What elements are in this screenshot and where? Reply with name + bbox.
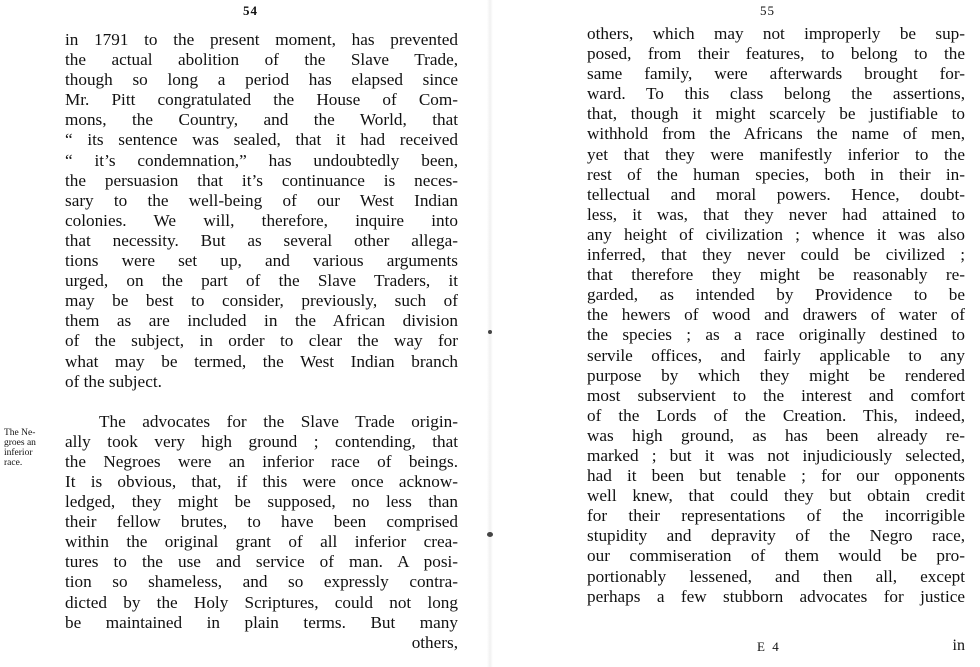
text-line: others, which may not improperly be sup- bbox=[587, 24, 965, 43]
text-line: for their representations of the incorrigible bbox=[587, 506, 965, 526]
text-line: withhold from the Africans the name of men, bbox=[587, 124, 965, 144]
text-line: stupidity and depravity of the Negro race, bbox=[587, 526, 965, 546]
text-line: be maintained in plain terms. But many bbox=[65, 612, 458, 632]
text-line: the persuasion that it’s continuance is neces- bbox=[65, 170, 458, 190]
marginal-note-line: inferior bbox=[4, 448, 33, 458]
text-line: The advocates for the Slave Trade origin- bbox=[99, 411, 458, 431]
text-line: the hewers of wood and drawers of water of bbox=[587, 305, 965, 325]
marginal-note-line: groes an bbox=[4, 438, 36, 448]
text-line: tures to the use and service of man. A posi- bbox=[65, 552, 458, 572]
text-line: less, it was, that they never had attained to bbox=[587, 204, 965, 224]
text-line: tion so shameless, and so expressly contra- bbox=[65, 572, 458, 592]
text-line: them as are included in the African division bbox=[65, 311, 458, 331]
text-line: dicted by the Holy Scriptures, could not long bbox=[65, 592, 458, 612]
text-line: that necessity. But as several other allega- bbox=[65, 230, 458, 250]
text-line: ally took very high ground ; contending, that bbox=[65, 431, 458, 451]
text-line: posed, from their features, to belong to the bbox=[587, 44, 965, 64]
text-line: any height of civilization ; whence it was also bbox=[587, 224, 965, 244]
marginal-note-line: The Ne- bbox=[4, 428, 36, 438]
text-line: portionably lessened, and then all, except bbox=[587, 566, 965, 586]
text-line: same family, were afterwards brought for- bbox=[587, 64, 965, 84]
text-line: most subservient to the interest and comfort bbox=[587, 385, 965, 405]
page-number: 54 bbox=[243, 3, 258, 18]
text-line: had it been but tenable ; for our opponents bbox=[587, 466, 965, 486]
right-page-text bbox=[587, 24, 965, 607]
text-line: “ it’s condemnation,” has undoubtedly been, bbox=[65, 150, 458, 170]
text-line: of the subject, in order to clear the way for bbox=[65, 331, 458, 351]
text-line: rest of the human species, both in their in- bbox=[587, 164, 965, 184]
catchword: others, bbox=[411, 632, 458, 652]
page-number: 55 bbox=[760, 3, 775, 18]
text-line: yet that they were manifestly inferior to the bbox=[587, 144, 965, 164]
text-line: ledged, they might be supposed, no less than bbox=[65, 492, 458, 512]
text-line: in 1791 to the present moment, has prevented bbox=[65, 30, 458, 49]
text-line: mons, the Country, and the World, that bbox=[65, 110, 458, 130]
text-line: the Negroes were an inferior race of beings. bbox=[65, 451, 458, 471]
text-line: that therefore they might be reasonably re- bbox=[587, 265, 965, 285]
text-line: the species ; as a race originally destined to bbox=[587, 325, 965, 345]
text-line: tellectual and moral powers. Hence, doubt- bbox=[587, 184, 965, 204]
text-line: “ its sentence was sealed, that it had received bbox=[65, 130, 458, 150]
text-line: our commiseration of them would be pro- bbox=[587, 546, 965, 566]
text-line: colonies. We will, therefore, inquire into bbox=[65, 210, 458, 230]
text-line: what may be termed, the West Indian branch bbox=[65, 351, 458, 371]
text-line: the actual abolition of the Slave Trade, bbox=[65, 50, 458, 70]
text-line: tions were set up, and various arguments bbox=[65, 251, 458, 271]
text-line: inferred, that they never could be civilized ; bbox=[587, 245, 965, 265]
marginal-note-line: race. bbox=[4, 458, 23, 468]
text-line: urged, on the part of the Slave Traders, it bbox=[65, 271, 458, 291]
paragraph-gap bbox=[65, 392, 458, 412]
text-line: of the subject. bbox=[65, 371, 162, 391]
text-line: that, though it might scarcely be justifiable to bbox=[587, 104, 965, 124]
catchword: in bbox=[952, 637, 965, 654]
text-line: was high ground, as has been already re- bbox=[587, 425, 965, 445]
right-page bbox=[490, 0, 980, 667]
text-line: Mr. Pitt congratulated the House of Com- bbox=[65, 90, 458, 110]
text-line: purpose by which they might be rendered bbox=[587, 365, 965, 385]
text-line: ward. To this class belong the assertions, bbox=[587, 84, 965, 104]
text-line: their fellow brutes, to have been comprised bbox=[65, 512, 458, 532]
text-line: sary to the well-being of our West Indian bbox=[65, 190, 458, 210]
text-line: marked ; but it was not injudiciously selected, bbox=[587, 445, 965, 465]
text-line: may be best to consider, previously, such of bbox=[65, 291, 458, 311]
text-line: of the Lords of the Creation. This, indeed, bbox=[587, 405, 965, 425]
signature-mark: E 4 bbox=[757, 639, 781, 654]
text-line: perhaps a few stubborn advocates for justice bbox=[587, 586, 965, 606]
text-line: within the original grant of all inferior crea- bbox=[65, 532, 458, 552]
text-line: garded, as intended by Providence to be bbox=[587, 285, 965, 305]
text-line: servile offices, and fairly applicable to any bbox=[587, 345, 965, 365]
marginal-note bbox=[4, 428, 56, 468]
left-page-text bbox=[65, 30, 458, 653]
text-line: though so long a period has elapsed since bbox=[65, 70, 458, 90]
text-line: well knew, that could they but obtain credit bbox=[587, 486, 965, 506]
text-line: It is obvious, that, if this were once acknow- bbox=[65, 471, 458, 491]
